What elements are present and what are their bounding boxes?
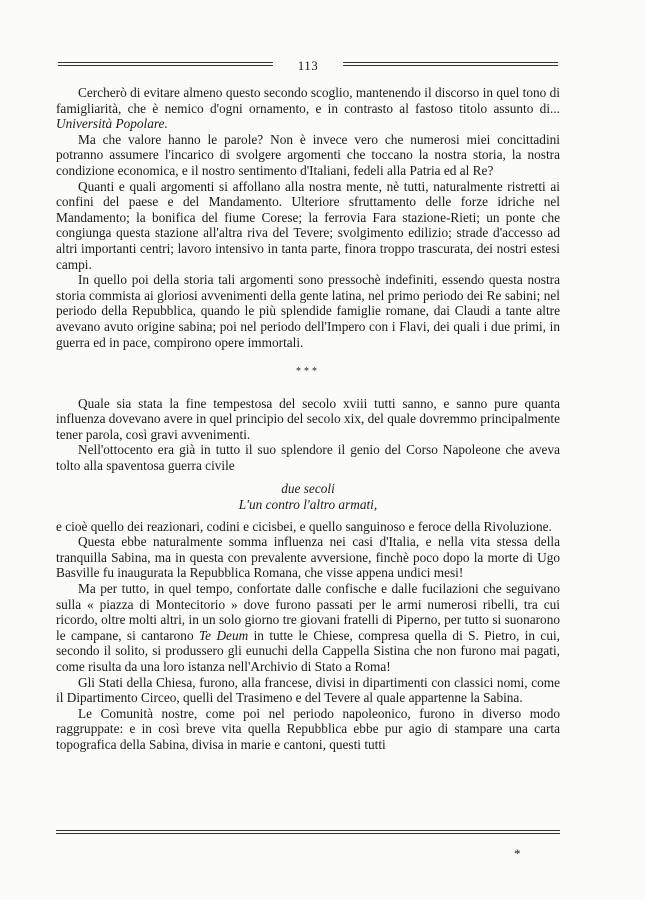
paragraph-8: Ma per tutto, in quel tempo, confortate dalle confische e dalle fucilazioni che seguivano sulla « piazza di Montecitorio » dove furono passati per le armi numerosi ribelli, tra cui ricordo, oltre molti altri, in un solo giorno tre giovani fratelli di Piperno, per tutto si suonarono le campane, si cantarono Te Deum in tutte le Chiese, compresa quella di S. Pietro, in cui, secondo il solito, si produssero gli eunuchi della Cappella Sistina che non furono mai pagati, come risulta da una loro istanza nell'Archivio di Stato a Roma! xyxy=(56,581,561,674)
body-text xyxy=(56,85,560,753)
paragraph-6: Nell'ottocento era già in tutto il suo splendore il genio del Corso Napoleone che aveva tolto alla spaventosa guerra civile xyxy=(56,442,560,474)
paragraph-2: Ma che valore hanno le parole? Non è invece vero che numerosi miei concittadini potranno assumere l'incarico di svolgere argomenti che toccano la nostra storia, la nostra condizione economica, e il nostro sentimento d'Italiani, fedeli alla Patria ed al Re? xyxy=(56,131,560,178)
page-number: 113 xyxy=(297,58,319,73)
verse-quote xyxy=(56,481,560,513)
paragraph-10: Le Comunità nostre, come poi nel periodo napoleonico, furono in diverso modo raggruppate: e in così breve vita quella Repubblica ebbe pur agio di stampare una carta topografica della Sabina, divisa in marie e cantoni, questi tutti xyxy=(56,705,560,752)
paragraph-9: Gli Stati della Chiesa, furono, alla francese, divisi in dipartimenti con classici nomi, come il Dipartimento Circeo, quelli del Trasimeno e del Tevere al quale appartenne la Sabina. xyxy=(56,674,560,706)
paragraph-1: Cercherò di evitare almeno questo secondo scoglio, mantenendo il discorso in quel tono di famigliarità, che è nemico d'ogni ornamento, e in contrasto al fastoso titolo assunto di... Università Popolare. xyxy=(56,85,560,132)
footer-rule xyxy=(56,830,560,836)
paragraph-5: Quale sia stata la fine tempestosa del secolo xviii tutti sanno, e sanno pure quanta influenza dovevano avere in quel principio del secolo xix, del quale dovremmo principalmente tener parola, così gravi avvenimenti. xyxy=(56,395,561,442)
section-separator: *** xyxy=(296,366,320,378)
page-header xyxy=(58,58,558,78)
paragraph-7: Questa ebbe naturalmente somma influenza nei casi d'Italia, e nella vita stessa della tranquilla Sabina, ma in questa con prevalente avversione, finchè poco dopo la morte di Ugo Basville fu inaugurata la Repubblica Romana, che visse appena undici mesi! xyxy=(56,534,560,581)
verse-line-2: L'un contro l'altro armati, xyxy=(238,496,378,512)
paragraph-after-verse: e cioè quello dei reazionari, codini e cicisbei, e quello sanguinoso e feroce della Rivoluzione. xyxy=(56,518,552,534)
paragraph-3: Quanti e quali argomenti si affollano alla nostra mente, nè tutti, naturalmente ristretti ai confini del paese e del Mandamento. Ulteriore sfruttamento delle forze idriche nel Mandamento; la bonifica del fiume Corese; la ferrovia Fara stazione-Rieti; un ponte che congiunga questa stazione all'altra riva del Tevere; svolgimento edilizio; strade d'accesso ad altri importanti centri; lavoro intensivo in tanta parte, finora troppo trascurata, dei nostri estesi campi. xyxy=(56,178,560,272)
header-rule-right xyxy=(343,62,558,68)
signature-mark: * xyxy=(514,846,521,861)
verse-line-1: due secoli xyxy=(281,480,335,496)
paragraph-4: In quello poi della storia tali argomenti sono pressochè indefiniti, essendo questa nostra storia commista ai gloriosi avvenimenti della gente latina, nel primo periodo dei Re sabini; nel periodo della Repubblica, quando le più splendide famiglie romane, dai Claudi a tante altre avevano avuto origine sabina; poi nel periodo dell'Impero con i Flavi, dei quali i due primi, in guerra ed in pace, compirono opere immortali. xyxy=(56,272,560,350)
